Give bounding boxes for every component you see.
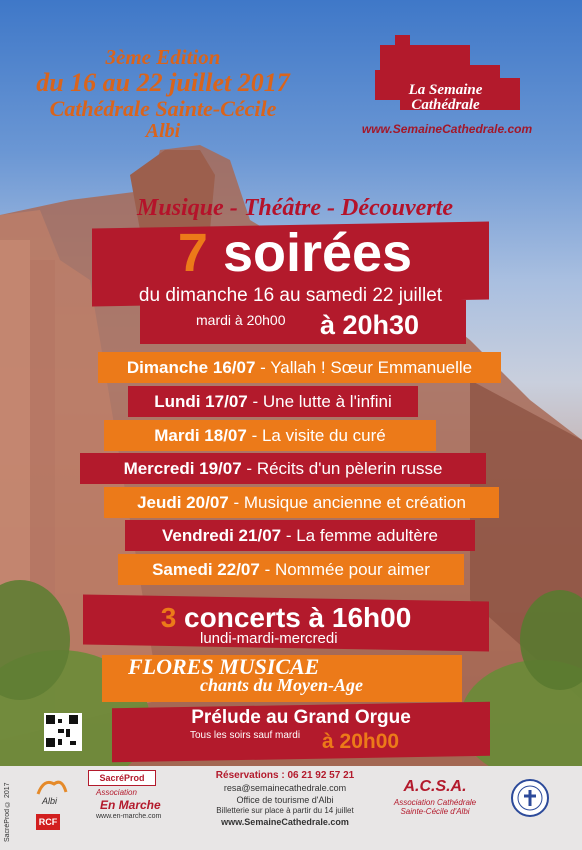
program-title: Une lutte à l'infini [262,392,392,411]
sacred-prod-logo: SacréProd [88,770,156,786]
logo-title [378,83,513,113]
program-day: Lundi 17/07 [154,392,248,411]
prelude-time: à 20h00 [322,730,400,753]
flores-subtitle: chants du Moyen-Age [200,675,364,695]
edition-city: Albi [145,119,181,142]
program-sep: - [247,392,263,411]
program-sep: - [259,560,275,579]
program-sep: - [246,426,262,445]
soirees-range: du dimanche 16 au samedi 22 juillet [138,285,443,306]
program-row [80,453,486,484]
edition-venue: Cathédrale Sainte-Cécile [49,95,277,121]
edition-block [18,46,308,142]
concerts-days: lundi-mardi-mercredi [200,630,338,647]
footer-vertical-credit: SacréProd © 2017 [4,782,11,842]
program-day: Jeudi 20/07 [137,493,229,512]
prelude-title: Prélude au Grand Orgue [191,707,411,728]
concerts-number: 3 [160,602,177,633]
acsa-line1: Association Cathédrale [393,798,477,807]
edition-number: 3ème Edition [105,45,221,69]
program-row [104,420,436,451]
program-day: Mardi 18/07 [154,426,247,445]
logo-url[interactable]: www.SemaineCathedrale.com [361,122,533,136]
logo-title-line2: Cathédrale [411,97,480,113]
program-day: Vendredi 21/07 [162,526,282,545]
program-sep: - [255,358,271,377]
program-title: La femme adultère [296,526,438,545]
rcf-logo: RCF [36,814,60,830]
acsa-logo: A.C.S.A. [403,778,467,795]
program-title: Récits d'un pèlerin russe [256,459,443,478]
soirees-number: 7 [177,223,208,283]
program-title: Musique ancienne et création [243,493,466,512]
association-url[interactable]: www.en-marche.com [96,813,162,820]
reservations-site[interactable]: www.SemaineCathedrale.com [221,817,349,827]
program-row [118,554,464,585]
program-row [104,487,499,518]
program-row [98,352,501,383]
acsa-line2: Sainte-Cécile d'Albi [400,807,470,816]
soirees-word: soirées [222,223,413,283]
qr-code[interactable] [44,713,82,751]
prelude-subtitle: Tous les soirs sauf mardi [190,730,301,741]
association-line1: Association [96,788,137,797]
program-title: La visite du curé [261,426,386,445]
soirees-mardi-time: mardi à 20h00 [196,312,286,328]
program-row [125,520,475,551]
program-row [128,386,418,417]
reservations-email[interactable]: resa@semainecathedrale.com [223,783,347,793]
reservations-billetterie: Billetterie sur place à partir du 14 juillet [216,806,354,815]
program-title: Nommée pour aimer [274,560,430,579]
program-sep: - [281,526,297,545]
soirees-time: à 20h30 [320,310,420,340]
association-line2: En Marche [100,798,161,812]
program-title: Yallah ! Sœur Emmanuelle [270,358,473,377]
program-sep: - [228,493,244,512]
program-sep: - [241,459,257,478]
albi-text: Albi [42,796,58,806]
program-day: Dimanche 16/07 [126,358,256,377]
program-day: Samedi 22/07 [152,560,260,579]
logo-title-line1: La Semaine [408,82,483,98]
reservations: Réservations : 06 21 92 57 21 [215,770,355,781]
subtitle: Musique - Théâtre - Découverte [137,195,453,221]
program-day: Mercredi 19/07 [123,459,242,478]
parish-seal-icon [510,778,550,818]
concerts-text: concerts à 16h00 [184,602,412,633]
footer [0,766,582,850]
reservations-office: Office de tourisme d'Albi [236,795,334,805]
flores-title: FLORES MUSICAE [128,654,320,679]
edition-dates: du 16 au 22 juillet 2017 [36,67,290,97]
soirees-heading [140,222,450,284]
